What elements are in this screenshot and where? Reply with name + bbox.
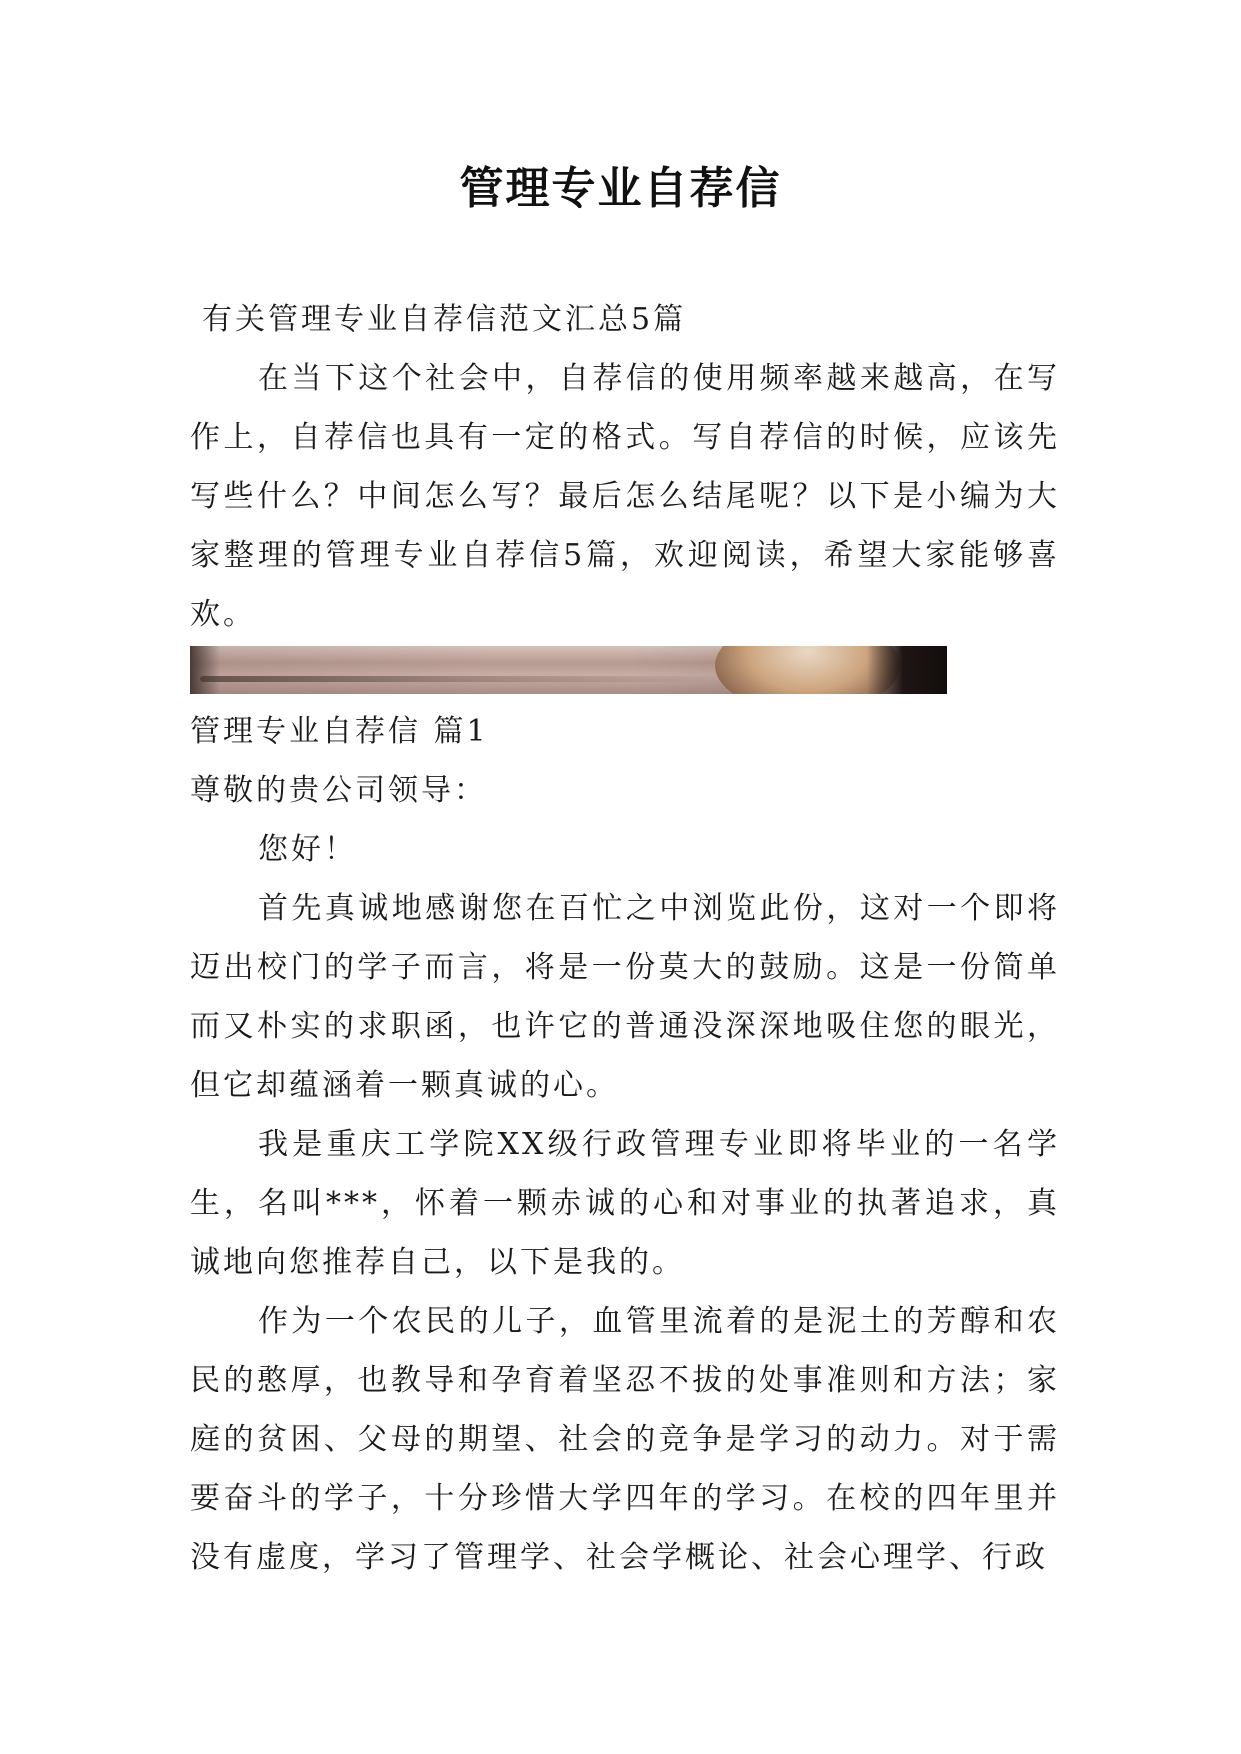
document-subtitle: 有关管理专业自荐信范文汇总5篇	[202, 302, 687, 337]
section-heading: 管理专业自荐信 篇1	[190, 714, 489, 749]
letter-paragraph: 我是重庆工学院XX级行政管理专业即将毕业的一名学生，名叫***，怀着一颗赤诚的心和对事业的执著追求，真诚地向您推荐自己，以下是我的。	[190, 1127, 1060, 1280]
letter-paragraph: 作为一个农民的儿子，血管里流着的是泥土的芳醇和农民的憨厚，也教导和孕育着坚忍不拔的处事准则和方法；家庭的贫困、父母的期望、社会的竞争是学习的动力。对于需要奋斗的学子，十分珍惜大学四年的学习。在校的四年里并没有虚度，学习了管理学、社会学概论、社会心理学、行政	[190, 1304, 1060, 1575]
letter-salutation: 尊敬的贵公司领导：	[190, 773, 487, 808]
decorative-banner-image	[190, 646, 947, 694]
letter-greeting: 您好！	[258, 832, 357, 867]
letter-paragraph: 首先真诚地感谢您在百忙之中浏览此份，这对一个即将迈出校门的学子而言，将是一份莫大的鼓励。这是一份简单而又朴实的求职函，也许它的普通没深深地吸住您的眼光，但它却蕴涵着一颗真诚的心。	[190, 891, 1060, 1103]
document-title: 管理专业自荐信	[459, 163, 782, 214]
document-body	[190, 290, 1060, 1587]
intro-paragraph: 在当下这个社会中，自荐信的使用频率越来越高，在写作上，自荐信也具有一定的格式。写自荐信的时候，应该先写些什么？中间怎么写？最后怎么结尾呢？以下是小编为大家整理的管理专业自荐信5篇，欢迎阅读，希望大家能够喜欢。	[190, 361, 1060, 632]
